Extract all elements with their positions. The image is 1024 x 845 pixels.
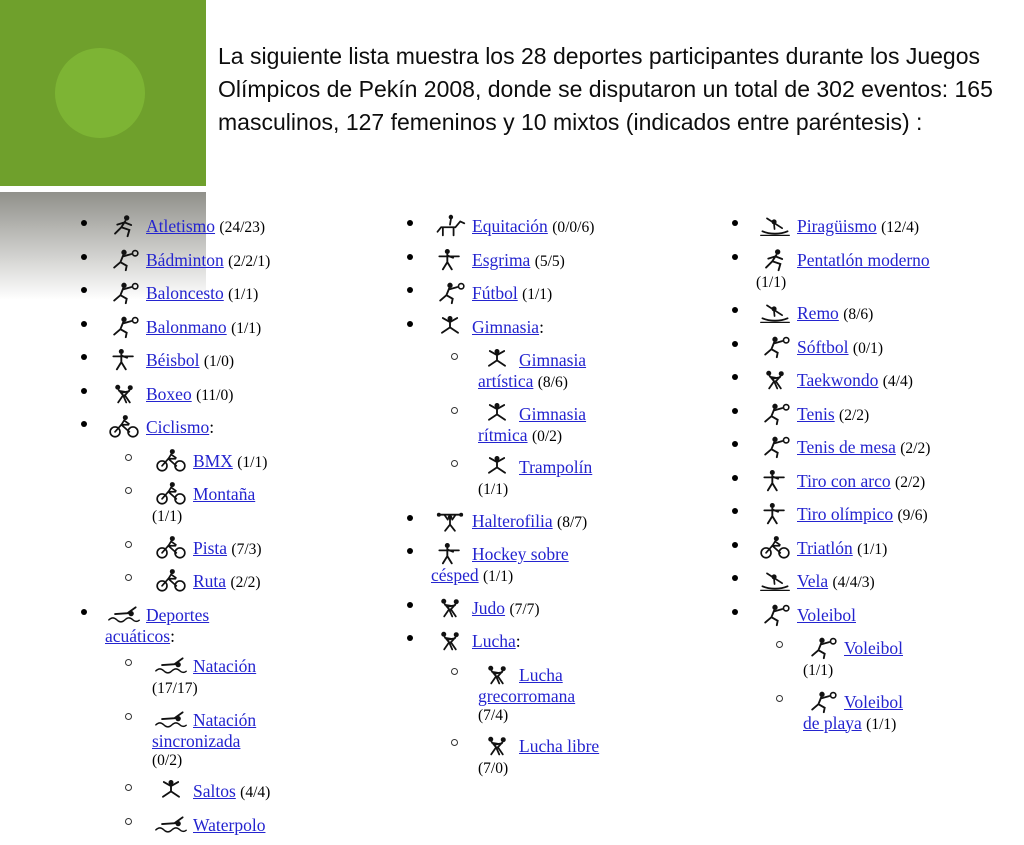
sport-link[interactable]: Trampolín	[519, 457, 593, 477]
medal-count: (1/0)	[203, 353, 234, 370]
sport-item	[723, 247, 1024, 292]
circle-bullet-icon	[125, 818, 132, 825]
sport-item	[119, 448, 374, 473]
circle-bullet-icon	[776, 641, 783, 648]
sport-item	[398, 595, 698, 620]
sport-item	[398, 213, 698, 238]
sport-item	[119, 778, 374, 803]
medal-count: (1/1)	[228, 286, 259, 303]
sport-link[interactable]: Sóftbol	[797, 336, 849, 357]
medal-count: (1/1)	[857, 540, 888, 558]
circle-bullet-icon	[451, 407, 458, 414]
sport-item	[72, 347, 374, 372]
sport-item	[723, 401, 1024, 426]
green-circle-decoration	[55, 48, 145, 138]
sport-link[interactable]: Deportes acuáticos	[105, 604, 210, 646]
medal-count: (0/2)	[152, 751, 183, 769]
medal-count: (2/2/1)	[228, 252, 271, 270]
disc-bullet-icon	[732, 609, 738, 615]
football-pictogram-icon	[431, 280, 469, 305]
trampoline-pictogram-icon	[478, 454, 516, 479]
greco-roman-wrestling-pictogram-icon	[478, 662, 516, 687]
circle-bullet-icon	[451, 353, 458, 360]
sport-link[interactable]: Lucha libre	[519, 736, 600, 756]
sport-item	[72, 314, 374, 339]
sport-link[interactable]: Taekwondo	[797, 370, 879, 390]
table-tennis-pictogram-icon	[756, 434, 794, 459]
sport-item	[119, 812, 374, 837]
canoeing-pictogram-icon	[756, 213, 794, 238]
medal-count: (8/7)	[557, 513, 588, 531]
triathlon-pictogram-icon	[756, 535, 794, 560]
sport-link[interactable]: Voleibol	[797, 604, 856, 625]
circle-bullet-icon	[125, 454, 132, 461]
medal-count: (0/1)	[852, 339, 884, 357]
label-suffix: :	[515, 631, 521, 651]
sport-link[interactable]: Equitación	[472, 216, 548, 236]
fencing-pictogram-icon	[431, 247, 469, 272]
sport-link[interactable]: Montaña	[193, 484, 256, 504]
freestyle-wrestling-pictogram-icon	[478, 733, 516, 758]
disc-bullet-icon	[81, 220, 87, 226]
sport-link[interactable]: Tiro con arco	[797, 470, 891, 491]
disc-bullet-icon	[81, 421, 87, 427]
medal-count: (1/1)	[152, 508, 183, 525]
sport-item	[119, 568, 374, 593]
sport-item	[72, 414, 374, 439]
sport-link[interactable]: Judo	[472, 597, 506, 618]
label-suffix: :	[170, 625, 175, 646]
sport-item	[398, 508, 698, 533]
medal-count: (7/7)	[509, 600, 540, 618]
intro-paragraph: La siguiente lista muestra los 28 deportes participantes durante los Juegos Olímpicos de Pekín 2008, donde se disputaron un total de 302 eventos: 165 masculinos, 127 femeninos y 10 mixtos (indicados entre paréntesis) :	[218, 43, 993, 135]
sport-item	[723, 501, 1024, 526]
disc-bullet-icon	[81, 321, 87, 327]
artistic-gymnastics-pictogram-icon	[478, 347, 516, 372]
medal-count: (1/1)	[237, 453, 268, 471]
disc-bullet-icon	[732, 408, 738, 414]
disc-bullet-icon	[81, 388, 87, 394]
disc-bullet-icon	[732, 508, 738, 514]
sport-link[interactable]: Tenis	[797, 403, 835, 424]
sport-link[interactable]: Voleibol de playa	[803, 691, 903, 733]
synchronized-swimming-pictogram-icon	[152, 707, 190, 732]
medal-count: (8/6)	[843, 306, 874, 323]
sport-link[interactable]: Boxeo	[146, 383, 192, 404]
sailing-pictogram-icon	[756, 568, 794, 593]
sport-item	[398, 247, 698, 272]
medal-count: (1/1)	[522, 286, 553, 303]
sport-link[interactable]: BMX	[193, 450, 233, 471]
circle-bullet-icon	[125, 541, 132, 548]
disc-bullet-icon	[732, 441, 738, 447]
wrestling-pictogram-icon	[431, 628, 469, 653]
sport-link[interactable]: Baloncesto	[146, 283, 224, 303]
sport-link[interactable]: Lucha	[472, 631, 516, 651]
medal-count: (1/1)	[803, 662, 834, 679]
disc-bullet-icon	[407, 287, 413, 293]
disc-bullet-icon	[732, 475, 738, 481]
mountain-bike-pictogram-icon	[152, 481, 190, 506]
sport-item	[119, 707, 374, 770]
circle-bullet-icon	[776, 695, 783, 702]
disc-bullet-icon	[407, 635, 413, 641]
sport-item	[723, 434, 1024, 459]
sport-link[interactable]: Triatlón	[797, 537, 853, 558]
rhythmic-gymnastics-pictogram-icon	[478, 401, 516, 426]
disc-bullet-icon	[81, 354, 87, 360]
bmx-pictogram-icon	[152, 448, 190, 473]
disc-bullet-icon	[407, 220, 413, 226]
tennis-pictogram-icon	[756, 401, 794, 426]
disc-bullet-icon	[81, 254, 87, 260]
disc-bullet-icon	[81, 287, 87, 293]
sport-link[interactable]: Natación sincronizada	[152, 709, 257, 751]
sport-item	[398, 314, 698, 339]
disc-bullet-icon	[81, 609, 87, 615]
softball-pictogram-icon	[756, 334, 794, 359]
sport-link[interactable]: Bádminton	[146, 249, 224, 270]
sport-item	[445, 454, 698, 499]
sport-item	[445, 347, 698, 392]
judo-pictogram-icon	[431, 595, 469, 620]
sports-column-2	[398, 213, 698, 787]
sport-link[interactable]: Hockey sobre césped	[431, 544, 569, 585]
sport-item	[770, 635, 1024, 680]
medal-count: (8/6)	[537, 374, 568, 391]
cycling-pictogram-icon	[105, 414, 143, 439]
athletics-pictogram-icon	[105, 213, 143, 238]
disc-bullet-icon	[732, 542, 738, 548]
circle-bullet-icon	[125, 713, 132, 720]
medal-count: (2/2)	[230, 574, 261, 591]
sport-link[interactable]: Gimnasia	[472, 316, 540, 337]
disc-bullet-icon	[732, 575, 738, 581]
sport-link[interactable]: Pista	[193, 537, 228, 558]
sport-item	[119, 535, 374, 560]
disc-bullet-icon	[732, 220, 738, 226]
medal-count: (0/0/6)	[552, 219, 595, 236]
sport-item	[398, 280, 698, 305]
sport-link[interactable]: Ruta	[193, 571, 227, 591]
disc-bullet-icon	[732, 341, 738, 347]
sports-sublist	[119, 448, 374, 594]
sport-link[interactable]: Atletismo	[146, 216, 216, 236]
sport-item	[119, 481, 374, 526]
medal-count: (2/2)	[839, 406, 870, 424]
medal-count: (4/4)	[240, 784, 271, 801]
sport-link[interactable]: Fútbol	[472, 283, 518, 303]
medal-count: (24/23)	[219, 219, 266, 236]
sports-list	[72, 213, 374, 837]
disc-bullet-icon	[407, 602, 413, 608]
sport-link[interactable]: Halterofilia	[472, 510, 553, 531]
medal-count: (1/1)	[756, 273, 787, 291]
sports-column-3	[723, 213, 1024, 742]
circle-bullet-icon	[125, 784, 132, 791]
sport-item	[72, 381, 374, 406]
diving-pictogram-icon	[152, 778, 190, 803]
sport-item	[72, 213, 374, 238]
track-cycling-pictogram-icon	[152, 535, 190, 560]
beach-volleyball-pictogram-icon	[803, 689, 841, 714]
green-rectangle-decoration	[0, 0, 206, 186]
sports-sublist	[119, 653, 374, 837]
baseball-pictogram-icon	[105, 347, 143, 372]
sports-sublist	[770, 635, 1024, 734]
sport-link[interactable]: Saltos	[193, 781, 236, 801]
medal-count: (1/1)	[866, 715, 897, 733]
sport-item	[398, 628, 698, 653]
sport-link[interactable]: Lucha grecorromana	[478, 664, 576, 706]
medal-count: (0/2)	[531, 427, 563, 445]
sport-link[interactable]: Ciclismo	[146, 417, 210, 437]
sport-item	[445, 662, 698, 725]
disc-bullet-icon	[732, 307, 738, 313]
sport-link[interactable]: Tiro olímpico	[797, 504, 894, 524]
sports-list	[398, 213, 698, 778]
water-polo-pictogram-icon	[152, 812, 190, 837]
circle-bullet-icon	[125, 659, 132, 666]
sport-item	[723, 300, 1024, 325]
disc-bullet-icon	[407, 321, 413, 327]
sport-link[interactable]: Natación	[193, 656, 257, 676]
disc-bullet-icon	[732, 374, 738, 380]
equestrian-pictogram-icon	[431, 213, 469, 238]
medal-count: (12/4)	[881, 219, 919, 236]
field-hockey-pictogram-icon	[431, 541, 469, 566]
sport-link[interactable]: Balonmano	[146, 316, 227, 337]
handball-pictogram-icon	[105, 314, 143, 339]
archery-pictogram-icon	[756, 468, 794, 493]
volleyball-pictogram-icon	[756, 602, 794, 627]
sport-item	[723, 213, 1024, 238]
swimming-pictogram-icon	[152, 653, 190, 678]
medal-count: (7/0)	[478, 760, 509, 777]
sport-item	[723, 568, 1024, 593]
aquatics-pictogram-icon	[105, 602, 143, 627]
medal-count: (2/2)	[895, 473, 926, 491]
sport-link[interactable]: Gimnasia artística	[478, 350, 587, 391]
sport-item	[72, 280, 374, 305]
sport-link[interactable]: Remo	[797, 303, 839, 323]
indoor-volleyball-pictogram-icon	[803, 635, 841, 660]
sports-sublist	[445, 347, 698, 499]
sport-link[interactable]: Pentatlón moderno	[797, 249, 930, 270]
circle-bullet-icon	[451, 668, 458, 675]
sport-item	[445, 401, 698, 446]
medal-count: (2/2)	[900, 440, 931, 457]
disc-bullet-icon	[407, 254, 413, 260]
label-suffix: :	[209, 417, 215, 437]
medal-count: (17/17)	[152, 680, 198, 697]
sport-item	[398, 541, 698, 586]
gymnastics-pictogram-icon	[431, 314, 469, 339]
medal-count: (1/1)	[478, 481, 509, 498]
boxing-pictogram-icon	[105, 381, 143, 406]
disc-bullet-icon	[732, 254, 738, 260]
medal-count: (1/1)	[231, 319, 262, 337]
circle-bullet-icon	[451, 460, 458, 467]
basketball-pictogram-icon	[105, 280, 143, 305]
sports-sublist	[445, 662, 698, 779]
rowing-pictogram-icon	[756, 300, 794, 325]
medal-count: (1/1)	[483, 568, 514, 585]
sport-link[interactable]: Tenis de mesa	[797, 437, 896, 457]
sport-item	[72, 602, 374, 645]
sport-link[interactable]: Gimnasia rítmica	[478, 403, 587, 445]
sport-link[interactable]: Béisbol	[146, 350, 200, 370]
circle-bullet-icon	[451, 739, 458, 746]
sports-list	[723, 213, 1024, 734]
medal-count: (4/4/3)	[832, 574, 875, 591]
sports-column-1	[72, 213, 374, 845]
label-suffix: :	[539, 316, 544, 337]
disc-bullet-icon	[407, 515, 413, 521]
sport-item	[723, 367, 1024, 392]
weightlifting-pictogram-icon	[431, 508, 469, 533]
medal-count: (11/0)	[196, 386, 234, 404]
sport-item	[723, 535, 1024, 560]
sport-link[interactable]: Voleibol	[844, 638, 903, 658]
sport-item	[723, 602, 1024, 627]
sport-item	[723, 334, 1024, 359]
taekwondo-pictogram-icon	[756, 367, 794, 392]
sport-item	[770, 689, 1024, 734]
disc-bullet-icon	[407, 548, 413, 554]
sport-item	[119, 653, 374, 698]
sport-item	[445, 733, 698, 778]
modern-pentathlon-pictogram-icon	[756, 247, 794, 272]
circle-bullet-icon	[125, 574, 132, 581]
sport-item	[72, 247, 374, 272]
shooting-pictogram-icon	[756, 501, 794, 526]
sport-link[interactable]: Esgrima	[472, 249, 531, 270]
medal-count: (7/4)	[478, 706, 509, 724]
sport-link[interactable]: Piragüismo	[797, 216, 877, 236]
sport-item	[723, 468, 1024, 493]
medal-count: (4/4)	[882, 373, 913, 390]
badminton-pictogram-icon	[105, 247, 143, 272]
medal-count: (5/5)	[534, 252, 565, 270]
medal-count: (7/3)	[231, 540, 262, 558]
sport-link[interactable]: Vela	[797, 571, 829, 591]
medal-count: (9/6)	[897, 507, 928, 524]
road-cycling-pictogram-icon	[152, 568, 190, 593]
circle-bullet-icon	[125, 487, 132, 494]
sport-link[interactable]: Waterpolo	[193, 814, 266, 835]
